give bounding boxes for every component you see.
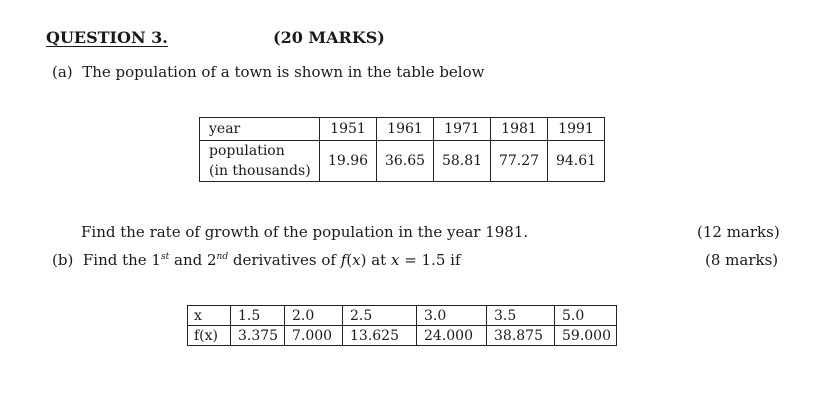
x-header: x xyxy=(188,306,231,326)
fx-cell: 24.000 xyxy=(417,326,487,346)
x-cell: 5.0 xyxy=(555,306,617,326)
population-cell: 77.27 xyxy=(491,141,548,182)
year-header: year xyxy=(200,118,320,141)
part-a-intro xyxy=(52,63,484,81)
population-cell: 19.96 xyxy=(320,141,377,182)
x-cell: 2.5 xyxy=(343,306,417,326)
fx-cell: 7.000 xyxy=(285,326,343,346)
x-cell: 2.0 xyxy=(285,306,343,326)
part-b-sup-nd: nd xyxy=(216,252,229,262)
part-a-label: (a) xyxy=(52,63,73,81)
population-cell: 36.65 xyxy=(377,141,434,182)
population-header-line2: (in thousands) xyxy=(209,163,311,179)
part-b-text-mid: derivatives of xyxy=(228,251,341,269)
table-row xyxy=(188,306,617,326)
table-row xyxy=(188,326,617,346)
part-a-find-text: Find the rate of growth of the population in the year 1981. xyxy=(81,223,529,241)
question-total-marks: (20 MARKS) xyxy=(273,28,385,47)
year-cell: 1961 xyxy=(377,118,434,141)
year-cell: 1991 xyxy=(548,118,605,141)
part-b-x-var: x xyxy=(352,251,361,269)
population-header-line1: population xyxy=(209,143,285,159)
year-cell: 1971 xyxy=(434,118,491,141)
part-b-text-eq: = 1.5 if xyxy=(399,251,461,269)
table-row xyxy=(200,118,605,141)
year-cell: 1981 xyxy=(491,118,548,141)
population-header xyxy=(200,141,320,182)
table-row xyxy=(200,141,605,182)
part-b-text-prefix: Find the 1 xyxy=(82,251,161,269)
population-table xyxy=(199,117,605,182)
part-b-sup-st: st xyxy=(160,252,170,262)
question-title: QUESTION 3. xyxy=(46,28,168,47)
part-b-label: (b) xyxy=(52,251,74,269)
part-b-text-and: and 2 xyxy=(169,251,217,269)
fx-header: f(x) xyxy=(188,326,231,346)
part-b-text-at: at xyxy=(366,251,391,269)
part-b-paren-close: ) xyxy=(360,251,367,269)
population-cell: 58.81 xyxy=(434,141,491,182)
x-cell: 3.5 xyxy=(487,306,555,326)
part-b-x-var2: x xyxy=(390,251,400,269)
fx-cell: 3.375 xyxy=(231,326,285,346)
part-b-paren-open: ( xyxy=(346,251,353,269)
part-b-fx: f xyxy=(340,251,347,269)
x-cell: 1.5 xyxy=(231,306,285,326)
fx-cell: 59.000 xyxy=(555,326,617,346)
fx-cell: 38.875 xyxy=(487,326,555,346)
fx-cell: 13.625 xyxy=(343,326,417,346)
part-b-marks: (8 marks) xyxy=(705,251,779,269)
part-a-marks: (12 marks) xyxy=(697,223,780,241)
part-a-text: The population of a town is shown in the table below xyxy=(82,63,485,81)
x-cell: 3.0 xyxy=(417,306,487,326)
function-values-table xyxy=(187,305,617,346)
population-cell: 94.61 xyxy=(548,141,605,182)
part-b-intro xyxy=(52,251,461,269)
year-cell: 1951 xyxy=(320,118,377,141)
